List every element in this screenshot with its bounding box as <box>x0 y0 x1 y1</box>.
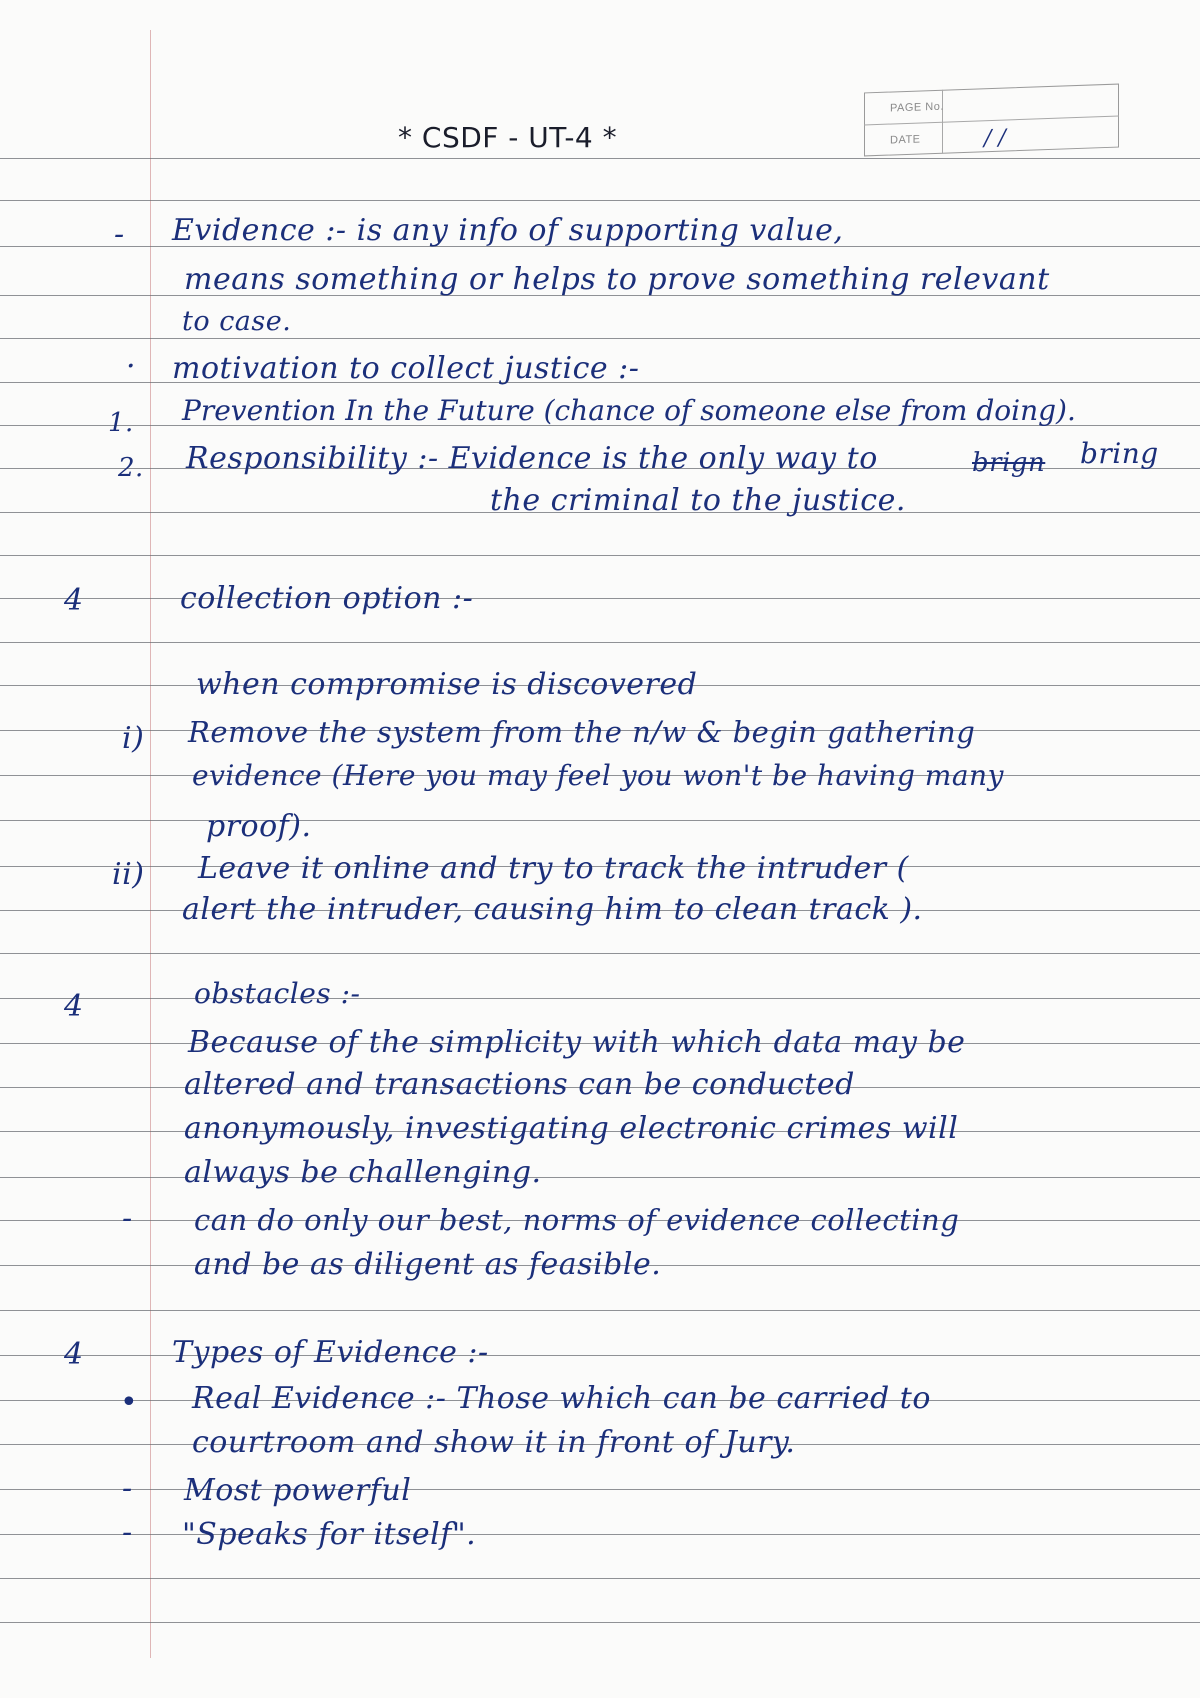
ruled-line <box>0 1177 1200 1178</box>
ruled-line <box>0 200 1200 201</box>
line-marker: - <box>122 1471 133 1506</box>
line-marker: - <box>114 217 125 252</box>
margin-line <box>150 30 151 1658</box>
line-marker: i) <box>122 721 145 756</box>
note-line: Because of the simplicity with which data may be <box>188 1025 966 1060</box>
ruled-line <box>0 158 1200 159</box>
note-line: Most powerful <box>184 1473 412 1508</box>
note-line: alert the intruder, causing him to clean track ). <box>182 892 923 927</box>
ruled-line <box>0 555 1200 556</box>
line-marker: 2. <box>118 453 144 483</box>
line-marker: • <box>120 1385 139 1420</box>
note-line: to case. <box>182 306 292 337</box>
note-line: Real Evidence :- Those which can be carried to <box>192 1381 931 1416</box>
note-line: Remove the system from the n/w & begin gathering <box>188 715 976 749</box>
note-line: when compromise is discovered <box>196 667 698 702</box>
note-line: Leave it online and try to track the intruder ( <box>198 851 909 886</box>
page-no-label: PAGE No. <box>890 100 944 115</box>
ruled-line <box>0 1578 1200 1579</box>
note-line: means something or helps to prove something relevant <box>184 262 1050 297</box>
note-line: the criminal to the justice. <box>490 483 906 518</box>
note-line: motivation to collect justice :- <box>172 351 640 386</box>
note-line: "Speaks for itself". <box>182 1517 477 1552</box>
note-line: Prevention In the Future (chance of someone else from doing). <box>182 394 1076 427</box>
ruled-line <box>0 1310 1200 1311</box>
line-marker: · <box>126 349 137 384</box>
note-line: Types of Evidence :- <box>172 1335 489 1370</box>
note-line: courtroom and show it in front of Jury. <box>192 1425 796 1460</box>
note-line: and be as diligent as feasible. <box>194 1247 662 1282</box>
page-date-box <box>864 84 1119 157</box>
ruled-line <box>0 820 1200 821</box>
note-line: obstacles :- <box>194 977 361 1010</box>
note-line: always be challenging. <box>184 1155 542 1190</box>
ruled-line <box>0 338 1200 339</box>
ruled-line <box>0 1489 1200 1490</box>
line-marker: - <box>122 1201 133 1236</box>
note-line: Evidence :- is any info of supporting value, <box>172 213 844 248</box>
line-marker: 4 <box>64 583 84 618</box>
note-line: proof). <box>206 809 312 844</box>
ruled-line <box>0 953 1200 954</box>
note-line: evidence (Here you may feel you won't be having many <box>192 759 1004 792</box>
line-marker: - <box>122 1515 133 1550</box>
note-line: Responsibility :- Evidence is the only way to <box>186 441 878 476</box>
line-marker: 4 <box>64 989 84 1024</box>
note-line: altered and transactions can be conducted <box>184 1067 855 1102</box>
page-title: * CSDF - UT-4 * <box>398 121 618 154</box>
line-marker: 1. <box>108 408 134 438</box>
date-value: / / <box>984 125 1006 152</box>
ruled-line <box>0 1622 1200 1623</box>
line-marker: 4 <box>64 1337 84 1372</box>
ruled-line <box>0 642 1200 643</box>
line-marker: ii) <box>112 857 145 892</box>
ruled-line <box>0 1534 1200 1535</box>
note-line: can do only our best, norms of evidence collecting <box>194 1203 960 1237</box>
note-line: anonymously, investigating electronic crimes will <box>184 1111 959 1146</box>
struck-word: brign <box>972 448 1046 478</box>
note-line: collection option :- <box>180 581 474 616</box>
date-label: DATE <box>890 133 921 147</box>
inserted-word: bring <box>1080 437 1159 470</box>
ruled-line <box>0 998 1200 999</box>
